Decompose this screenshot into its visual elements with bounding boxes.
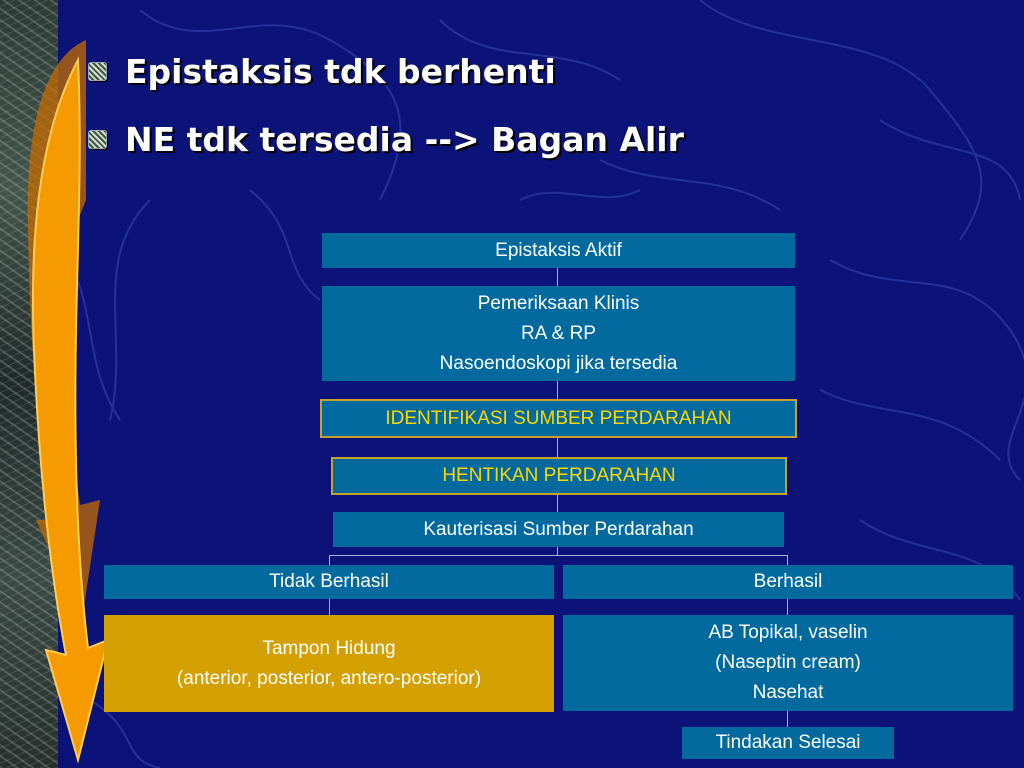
connector-line (557, 495, 558, 512)
box-label-line: RA & RP (521, 322, 596, 344)
box-label: Kauterisasi Sumber Perdarahan (423, 518, 694, 540)
connector-line (557, 438, 558, 457)
connector-line (787, 555, 788, 565)
box-label-line: Tampon Hidung (262, 637, 396, 659)
box-label-line: (anterior, posterior, antero-posterior) (176, 667, 482, 689)
box-epistaksis-aktif (322, 233, 795, 268)
box-label: Tidak Berhasil (269, 571, 389, 592)
bullet-line-1 (88, 52, 556, 91)
box-tidak-berhasil (104, 565, 554, 599)
bullet-text: Epistaksis tdk berhenti (125, 52, 556, 91)
box-label-line: (Naseptin cream) (715, 652, 861, 673)
box-tindakan-selesai (682, 727, 894, 759)
connector-line (787, 711, 788, 727)
box-hentikan (331, 457, 787, 495)
connector-line (557, 381, 558, 399)
bullet-line-2 (88, 120, 684, 159)
box-label-line: Nasehat (752, 682, 824, 703)
box-ab-topikal (563, 615, 1013, 711)
box-berhasil (563, 565, 1013, 599)
bullet-icon (88, 130, 107, 149)
box-kauterisasi (333, 512, 784, 547)
connector-line (329, 555, 330, 565)
bullet-icon (88, 62, 107, 81)
box-identifikasi (320, 399, 797, 438)
connector-line (787, 599, 788, 615)
box-label-line: AB Topikal, vaselin (708, 622, 868, 643)
box-label: Epistaksis Aktif (495, 239, 622, 261)
connector-line (557, 268, 558, 286)
box-label: HENTIKAN PERDARAHAN (442, 465, 676, 486)
box-tampon-hidung (104, 615, 554, 712)
box-label-line: Pemeriksaan Klinis (477, 292, 640, 314)
box-label: IDENTIFIKASI SUMBER PERDARAHAN (385, 407, 732, 429)
connector-line (329, 599, 330, 615)
box-label: Berhasil (753, 571, 823, 592)
box-pemeriksaan (322, 286, 795, 381)
bullet-text: NE tdk tersedia --> Bagan Alir (125, 120, 684, 159)
connector-line (329, 555, 788, 556)
box-label: Tindakan Selesai (715, 732, 861, 753)
box-label-line: Nasoendoskopi jika tersedia (439, 352, 678, 374)
